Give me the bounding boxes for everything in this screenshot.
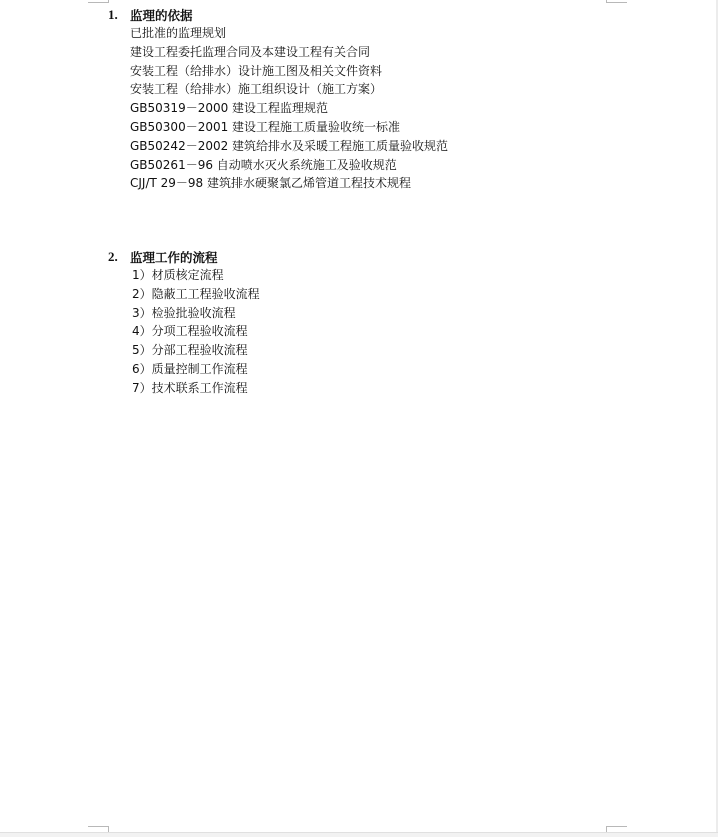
section-title: 监理工作的流程 bbox=[130, 249, 218, 265]
section-supervision-basis bbox=[108, 5, 608, 193]
list-item: GB50300－2001 建设工程施工质量验收统一标准 bbox=[130, 119, 401, 134]
list-item: GB50261－96 自动喷水灭火系统施工及验收规范 bbox=[130, 157, 397, 172]
crop-mark-top-left bbox=[88, 0, 109, 3]
list-item: CJJ/T 29－98 建筑排水硬聚氯乙烯管道工程技术规程 bbox=[130, 176, 411, 191]
list-item: 6）质量控制工作流程 bbox=[132, 361, 248, 376]
crop-mark-top-right bbox=[606, 0, 627, 3]
list-item: GB50319－2000 建设工程监理规范 bbox=[130, 101, 329, 116]
list-item: 安装工程（给排水）施工组织设计（施工方案） bbox=[130, 82, 383, 97]
list-item: 1）材质核定流程 bbox=[132, 268, 224, 282]
section-number: 1. bbox=[108, 6, 118, 22]
section-heading bbox=[108, 5, 608, 24]
list-item: 3）检验批验收流程 bbox=[132, 305, 236, 320]
list-item: 安装工程（给排水）设计施工图及相关文件资料 bbox=[130, 63, 383, 78]
list-item: 2）隐蔽工工程验收流程 bbox=[132, 286, 260, 301]
page-gap bbox=[0, 832, 718, 837]
list-item: 4）分项工程验收流程 bbox=[132, 324, 248, 339]
list-item: GB50242－2002 建筑给排水及采暖工程施工质量验收规范 bbox=[130, 138, 449, 153]
section-title: 监理的依据 bbox=[130, 7, 193, 23]
section-heading bbox=[108, 247, 608, 266]
section-number: 2. bbox=[108, 248, 118, 264]
list-item: 5）分部工程验收流程 bbox=[132, 343, 248, 358]
list-item: 已批准的监理规划 bbox=[130, 26, 227, 40]
section-workflow bbox=[108, 247, 608, 398]
list-item: 建设工程委托监理合同及本建设工程有关合同 bbox=[130, 44, 371, 59]
list-item: 7）技术联系工作流程 bbox=[132, 380, 248, 395]
